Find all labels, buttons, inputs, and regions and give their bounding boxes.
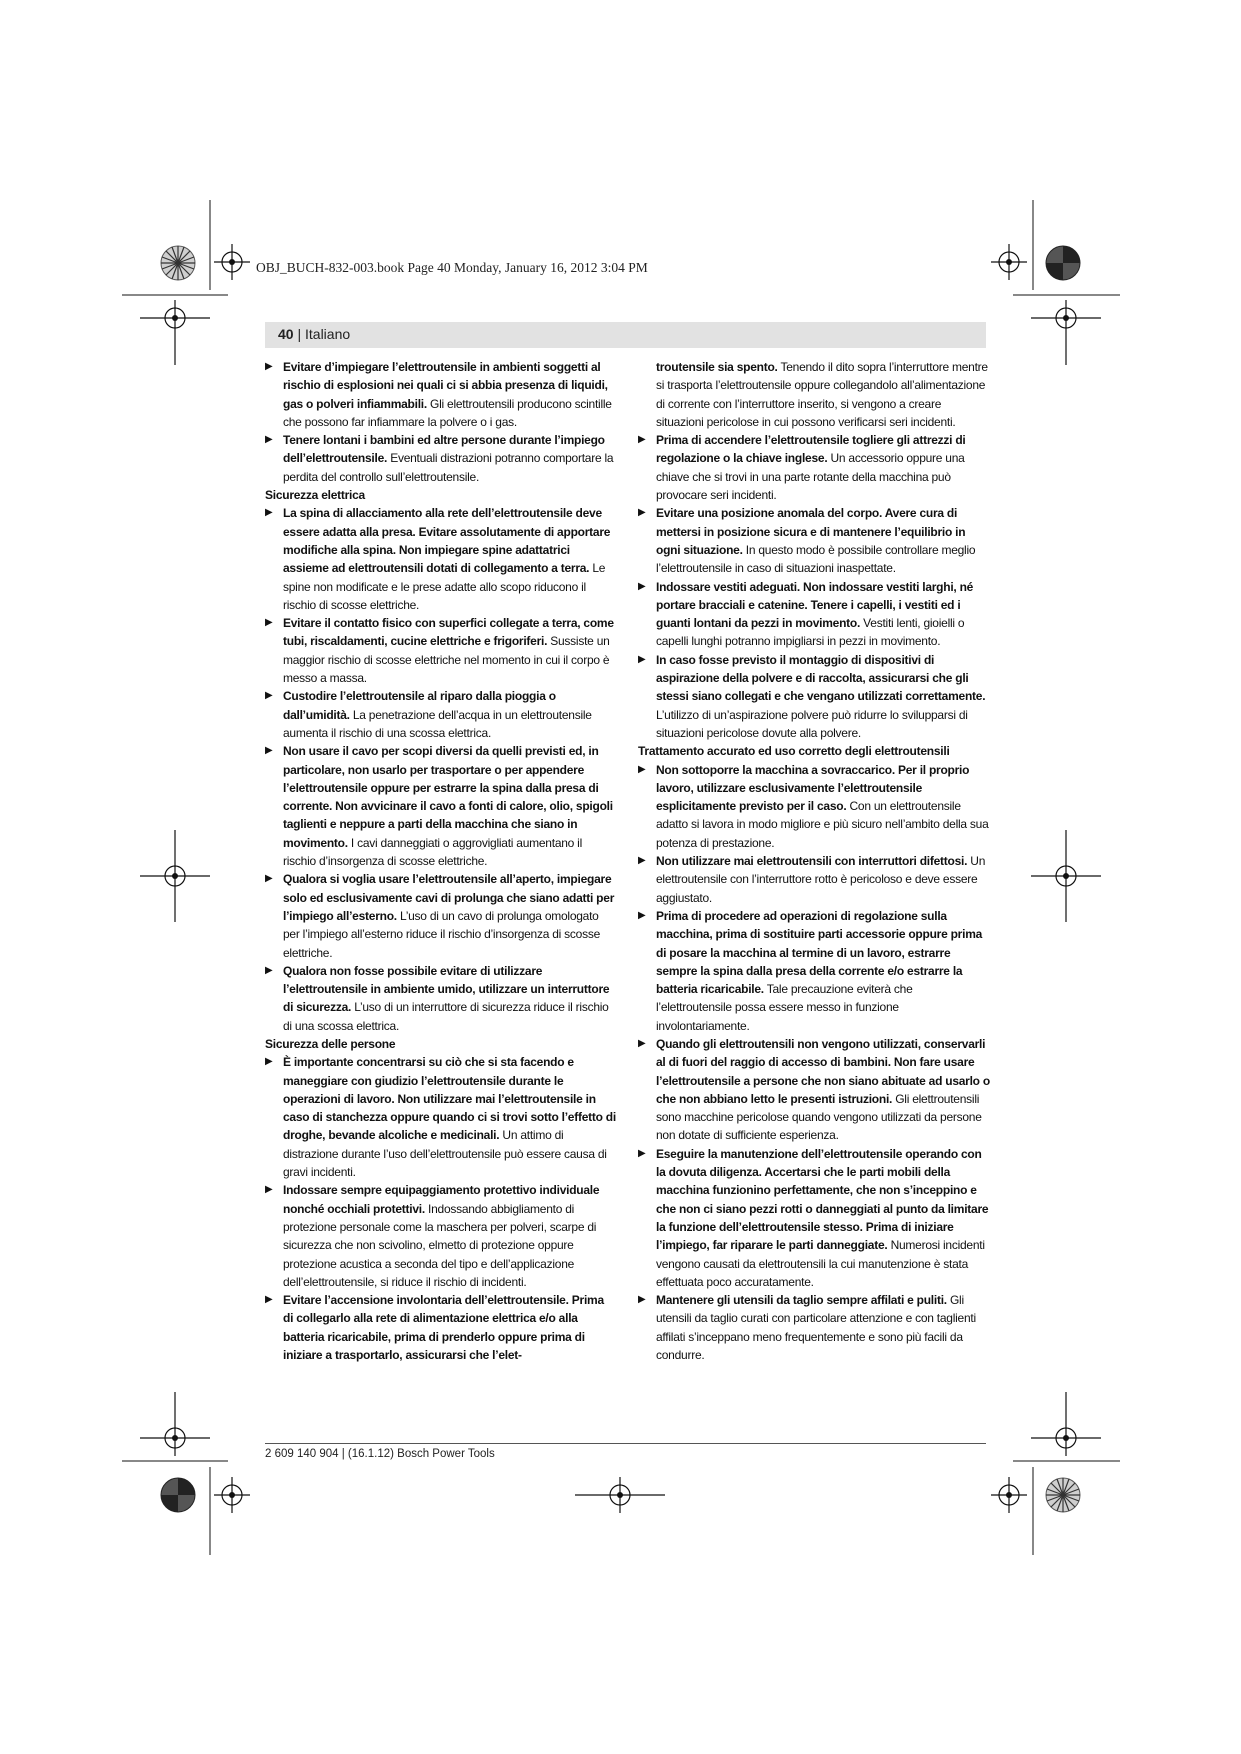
safety-bullet bbox=[265, 614, 617, 687]
safety-bullet bbox=[638, 504, 990, 577]
page-number: 40 bbox=[278, 326, 294, 342]
page-header: 40 | Italiano bbox=[278, 326, 351, 342]
bullet-arrow-icon: ▶ bbox=[265, 1294, 273, 1306]
bullet-arrow-icon: ▶ bbox=[265, 964, 273, 976]
bullet-arrow-icon: ▶ bbox=[638, 580, 646, 592]
bullet-instruction: Non usare il cavo per scopi diversi da quelli previsti ed, in particolare, non usarlo per trasportare o per appendere l’elettroutensile oppure per estrarre la spina dalla presa di corrente. Non avvicinare il cavo a fonti di calore, olio, spigoli taglienti e neppure a parti della macchina che siano in movimento. bbox=[283, 744, 613, 850]
bullet-explanation: Un elettroutensile con l’interruttore rotto è pericoloso e deve essere aggiustato. bbox=[656, 854, 986, 905]
safety-bullet bbox=[638, 1291, 990, 1364]
bullet-arrow-icon: ▶ bbox=[638, 763, 646, 775]
safety-bullet bbox=[265, 870, 617, 961]
bullet-arrow-icon: ▶ bbox=[638, 909, 646, 921]
bullet-explanation: Le spine non modificate e le prese adatte allo scopo riducono il rischio di scosse elettriche. bbox=[283, 561, 606, 612]
bullet-instruction: Evitare il contatto fisico con superfici collegate a terra, come tubi, riscaldamenti, cucine elettriche e frigoriferi. bbox=[283, 616, 614, 649]
bullet-instruction: Non utilizzare mai elettroutensili con interruttori difettosi. bbox=[656, 854, 968, 869]
book-file-info: OBJ_BUCH-832-003.book Page 40 Monday, January 16, 2012 3:04 PM bbox=[256, 260, 648, 275]
section-language: Italiano bbox=[305, 326, 351, 342]
bullet-instruction: Evitare d’impiegare l’elettroutensile in ambienti soggetti al rischio di esplosioni nei quali ci si abbia presenza di liquidi, gas o polveri infiammabili. bbox=[283, 360, 608, 411]
safety-bullet bbox=[265, 1291, 617, 1364]
bullet-arrow-icon: ▶ bbox=[265, 873, 273, 885]
page-header-bar bbox=[265, 322, 986, 348]
bullet-instruction: Eseguire la manutenzione dell’elettroutensile operando con la dovuta diligenza. Accertarsi che le parti mobili della macchina funzionino perfettamente, che non s’inceppino e che non ci siano pezzi rotti o danneggiati al punto da limitare la funzione dell’elettroutensile stesso. Prima di iniziare l’impiego, far riparare le parti danneggiate. bbox=[656, 1146, 989, 1253]
section-heading: Trattamento accurato ed uso corretto degli elettroutensili bbox=[638, 744, 950, 759]
safety-bullet bbox=[638, 431, 990, 504]
safety-bullet bbox=[638, 907, 990, 1035]
footer-rule bbox=[265, 1443, 986, 1444]
safety-bullet bbox=[265, 687, 617, 742]
bullet-explanation: Un accessorio oppure una chiave che si trovi in una parte rotante della macchina può provocare seri incidenti. bbox=[656, 451, 965, 503]
bullet-explanation: Tale precauzione eviterà che l’elettroutensile possa essere messo in funzione involontariamente. bbox=[656, 982, 913, 1033]
safety-bullet bbox=[638, 852, 990, 907]
bullet-instruction: Indossare vestiti adeguati. Non indossare vestiti larghi, né portare bracciali e catenine. Tenere i capelli, i vestiti ed i guanti lontani da pezzi in movimento. bbox=[656, 579, 974, 631]
section-heading: Sicurezza delle persone bbox=[265, 1036, 396, 1051]
safety-bullet bbox=[265, 431, 617, 486]
bullet-instruction: troutensile sia spento. bbox=[656, 360, 778, 374]
bullet-arrow-icon: ▶ bbox=[265, 434, 273, 446]
bullet-instruction: Prima di procedere ad operazioni di regolazione sulla macchina, prima di sostituire parti accessorie oppure prima di posare la macchina al termine di un lavoro, estrarre sempre la spina dalla presa della corrente e/o estrarre la batteria ricaricabile. bbox=[656, 908, 983, 997]
safety-bullet bbox=[638, 761, 990, 852]
bullet-explanation: Gli elettroutensili sono macchine pericolose quando vengono utilizzati da persone non dotate di sufficiente esperienza. bbox=[656, 1091, 982, 1143]
bullet-explanation: Gli utensili da taglio curati con particolare attenzione e con taglienti affilati s’inceppano meno frequentemente e sono più facili da condurre. bbox=[656, 1293, 976, 1363]
bullet-explanation: L’uso di un cavo di prolunga omologato per l’impiego all’esterno riduce il rischio d’insorgenza di scosse elettriche. bbox=[283, 908, 600, 960]
bullet-arrow-icon: ▶ bbox=[638, 1037, 646, 1049]
bullet-explanation: I cavi danneggiati o aggrovigliati aumentano il rischio d’insorgenza di scosse elettriche. bbox=[283, 835, 583, 869]
bullet-explanation: Tenendo il dito sopra l’interruttore mentre si trasporta l’elettroutensile oppure collegandolo all’alimentazione di corrente con l’interruttore inserito, si vengono a creare situazioni pericolose in cui possono verificarsi seri incidenti. bbox=[656, 360, 988, 429]
bullet-explanation: Sussiste un maggior rischio di scosse elettriche nel momento in cui il corpo è messo a massa. bbox=[283, 634, 610, 686]
bullet-instruction: La spina di allacciamento alla rete dell’elettroutensile deve essere adatta alla presa. Evitare assolutamente di apportare modifiche alla spina. Non impiegare spine adattatrici assieme ad elettroutensili dotati di collegamento a terra. bbox=[283, 506, 611, 576]
bullet-instruction: Qualora non fosse possibile evitare di utilizzare l’elettroutensile in ambiente umido, utilizzare un interruttore di sicurezza. bbox=[283, 963, 610, 1015]
safety-bullet bbox=[265, 1181, 617, 1291]
bullet-instruction: Tenere lontani i bambini ed altre persone durante l’impiego dell’elettroutensile. bbox=[283, 433, 605, 466]
bullet-arrow-icon: ▶ bbox=[638, 1147, 646, 1159]
safety-bullet bbox=[265, 504, 617, 614]
left-column bbox=[265, 358, 617, 1364]
bullet-instruction: Evitare una posizione anomala del corpo. Avere cura di mettersi in posizione sicura e di mantenere l’equilibrio in ogni situazione. bbox=[656, 506, 966, 557]
bullet-arrow-icon: ▶ bbox=[265, 1184, 273, 1196]
safety-bullet bbox=[265, 962, 617, 1035]
bullet-instruction: In caso fosse previsto il montaggio di dispositivi di aspirazione della polvere e di raccolta, assicurarsi che gli stessi siano collegati e che vengano utilizzati correttamente. bbox=[656, 652, 986, 704]
bullet-instruction: È importante concentrarsi su ciò che si sta facendo e maneggiare con giudizio l’elettroutensile durante le operazioni di lavoro. Non utilizzare mai l’elettroutensile in caso di stanchezza oppure quando ci si trovi sotto l’effetto di droghe, bevande alcoliche e medicinali. bbox=[283, 1055, 616, 1143]
bullet-explanation: Con un elettroutensile adatto si lavora in modo migliore e più sicuro nell’ambito della sua potenza di prestazione. bbox=[656, 799, 989, 850]
bullet-instruction: Prima di accendere l’elettroutensile togliere gli attrezzi di regolazione o la chiave inglese. bbox=[656, 433, 966, 466]
bullet-arrow-icon: ▶ bbox=[638, 653, 646, 665]
right-column bbox=[638, 358, 990, 1364]
bullet-explanation: Gli elettroutensili producono scintille che possono far infiammare la polvere o i gas. bbox=[283, 396, 612, 429]
safety-bullet bbox=[265, 742, 617, 870]
bullet-instruction: Qualora si voglia usare l’elettroutensile all’aperto, impiegare solo ed esclusivamente cavi di prolunga che siano adatti per l’impiego all’esterno. bbox=[283, 872, 615, 923]
section-heading: Sicurezza elettrica bbox=[265, 488, 365, 503]
bullet-arrow-icon: ▶ bbox=[265, 507, 273, 519]
bullet-instruction: Indossare sempre equipaggiamento protettivo individuale nonché occhiali protettivi. bbox=[283, 1183, 600, 1216]
safety-bullet bbox=[638, 651, 990, 742]
bullet-explanation: Un attimo di distrazione durante l’uso dell’elettroutensile può essere causa di gravi incidenti. bbox=[283, 1128, 607, 1180]
safety-bullet-continuation bbox=[638, 358, 990, 431]
bullet-instruction: Non sottoporre la macchina a sovraccarico. Per il proprio lavoro, utilizzare esclusivamente l’elettroutensile esplicitamente previsto per il caso. bbox=[656, 762, 970, 814]
bullet-arrow-icon: ▶ bbox=[265, 1056, 273, 1068]
bullet-arrow-icon: ▶ bbox=[265, 361, 273, 372]
bullet-explanation: Vestiti lenti, gioielli o capelli lunghi potranno impigliarsi in pezzi in movimento. bbox=[656, 616, 965, 649]
safety-bullet bbox=[638, 578, 990, 651]
bullet-arrow-icon: ▶ bbox=[265, 690, 273, 702]
bullet-arrow-icon: ▶ bbox=[638, 1294, 646, 1306]
safety-bullet bbox=[265, 1053, 617, 1181]
bullet-instruction: Quando gli elettroutensili non vengono utilizzati, conservarli al di fuori del raggio di accesso di bambini. Non fare usare l’elettroutensile a persone che non siano abituate ad usarlo o che non abbiano letto le presenti istruzioni. bbox=[656, 1036, 990, 1106]
bullet-explanation: Numerosi incidenti vengono causati da elettroutensili la cui manutenzione è stata effettuata poco accuratamente. bbox=[656, 1238, 985, 1289]
bullet-explanation: L’utilizzo di un’aspirazione polvere può ridurre lo svilupparsi di situazioni pericolose dovute alla polvere. bbox=[656, 707, 968, 740]
bullet-explanation: Indossando abbigliamento di protezione personale come la maschera per polveri, scarpe di sicurezza che non scivolino, elmetto di protezione oppure protezione acustica a seconda del tipo e dell’applicazione dell’elettroutensile, si riduce il rischio di incidenti. bbox=[283, 1201, 597, 1289]
bullet-arrow-icon: ▶ bbox=[638, 507, 646, 519]
bullet-instruction: Evitare l’accensione involontaria dell’elettroutensile. Prima di collegarlo alla rete di alimentazione elettrica e/o alla batteria ricaricabile, prima di prenderlo oppure prima di iniziare a trasportarlo, assicurarsi che l’elet- bbox=[283, 1293, 604, 1363]
page-footer: 2 609 140 904 | (16.1.12) Bosch Power Tools bbox=[265, 1448, 495, 1460]
bullet-arrow-icon: ▶ bbox=[265, 617, 273, 629]
bullet-instruction: Mantenere gli utensili da taglio sempre affilati e puliti. bbox=[656, 1293, 947, 1308]
safety-bullet bbox=[638, 1035, 990, 1145]
bullet-explanation: In questo modo è possibile controllare meglio l’elettroutensile in caso di situazioni inaspettate. bbox=[656, 542, 976, 576]
bullet-arrow-icon: ▶ bbox=[638, 855, 646, 867]
bullet-explanation: L’uso di un interruttore di sicurezza riduce il rischio di una scossa elettrica. bbox=[283, 1000, 609, 1033]
safety-bullet bbox=[265, 358, 617, 431]
bullet-explanation: Eventuali distrazioni potranno comportare la perdita del controllo sull’elettroutensile. bbox=[283, 451, 614, 484]
bullet-instruction: Custodire l’elettroutensile al riparo dalla pioggia o dall’umidità. bbox=[283, 689, 556, 722]
bullet-explanation: La penetrazione dell’acqua in un elettroutensile aumenta il rischio di una scossa elettrica. bbox=[283, 707, 592, 740]
bullet-arrow-icon: ▶ bbox=[265, 745, 273, 757]
safety-bullet bbox=[638, 1145, 990, 1291]
bullet-arrow-icon: ▶ bbox=[638, 434, 646, 446]
